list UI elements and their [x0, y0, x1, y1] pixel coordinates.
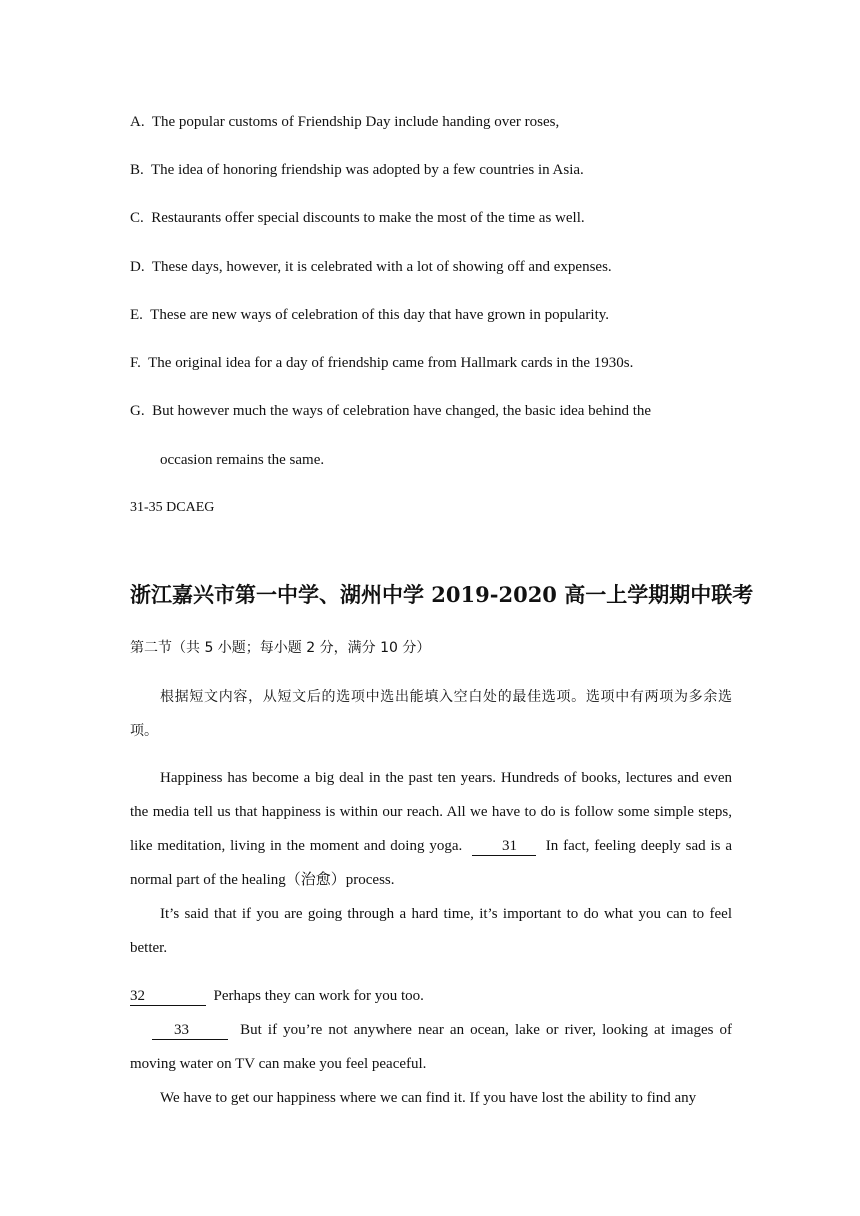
- blank-33: 33: [152, 1021, 228, 1040]
- option-letter: F.: [130, 355, 141, 371]
- passage-text: Happiness has become a big deal in the past ten years. Hundreds of books, lectures and even the media tell us that happiness is within our reach. All we have to do is follow some simple steps, like meditation, living in the moment and doing yoga.: [130, 770, 732, 854]
- option-c: [130, 208, 585, 228]
- option-text: The original idea for a day of friendship came from Hallmark cards in the 1930s.: [148, 355, 634, 371]
- option-text: The popular customs of Friendship Day include handing over roses,: [151, 114, 560, 130]
- option-d: [130, 257, 612, 277]
- option-b: [130, 160, 584, 180]
- passage-paragraph-1: [130, 761, 732, 897]
- passage-text: But if you’re not anywhere near an ocean, lake or river, looking at images of moving water on TV can make you feel peaceful.: [130, 1022, 733, 1072]
- option-a: [130, 112, 559, 132]
- option-letter: A.: [130, 114, 145, 130]
- option-g-continuation: occasion remains the same.: [160, 452, 325, 468]
- passage-text: Perhaps they can work for you too.: [213, 988, 424, 1004]
- option-letter: E.: [130, 307, 143, 323]
- passage-text: In fact, feeling deeply sad is a normal part of the healing（治愈）process.: [130, 838, 733, 888]
- passage-paragraph-2: It’s said that if you are going through a hard time, it’s important to do what you can to feel better.: [130, 906, 732, 956]
- option-g: [130, 401, 651, 421]
- option-text: These days, however, it is celebrated with a lot of showing off and expenses.: [151, 259, 612, 275]
- option-letter: G.: [130, 403, 145, 419]
- option-e: [130, 305, 609, 325]
- answer-key: 31-35 DCAEG: [130, 500, 215, 515]
- passage-paragraph-4: [130, 1013, 732, 1081]
- section-title: 第二节（共 5 小题；每小题 2 分，满分 10 分）: [130, 640, 431, 656]
- option-letter: C.: [130, 210, 144, 226]
- passage-paragraph-3: [130, 979, 732, 1013]
- option-text: The idea of honoring friendship was adopted by a few countries in Asia.: [151, 162, 584, 178]
- passage-paragraph-5: We have to get our happiness where we can find it. If you have lost the ability to find any: [160, 1090, 697, 1106]
- option-f: [130, 353, 633, 373]
- instructions: 根据短文内容，从短文后的选项中选出能填入空白处的最佳选项。选项中有两项为多余选项。: [130, 689, 732, 739]
- option-letter: B.: [130, 162, 144, 178]
- page-title: 浙江嘉兴市第一中学、湖州中学 2019-2020 高一上学期期中联考: [130, 582, 754, 607]
- option-letter: D.: [130, 259, 145, 275]
- blank-31: 31: [472, 837, 536, 856]
- blank-32: 32: [130, 987, 206, 1006]
- option-text: Restaurants offer special discounts to make the most of the time as well.: [151, 210, 585, 226]
- option-text: These are new ways of celebration of this day that have grown in popularity.: [150, 307, 610, 323]
- option-text: But however much the ways of celebration have changed, the basic idea behind the: [152, 403, 652, 419]
